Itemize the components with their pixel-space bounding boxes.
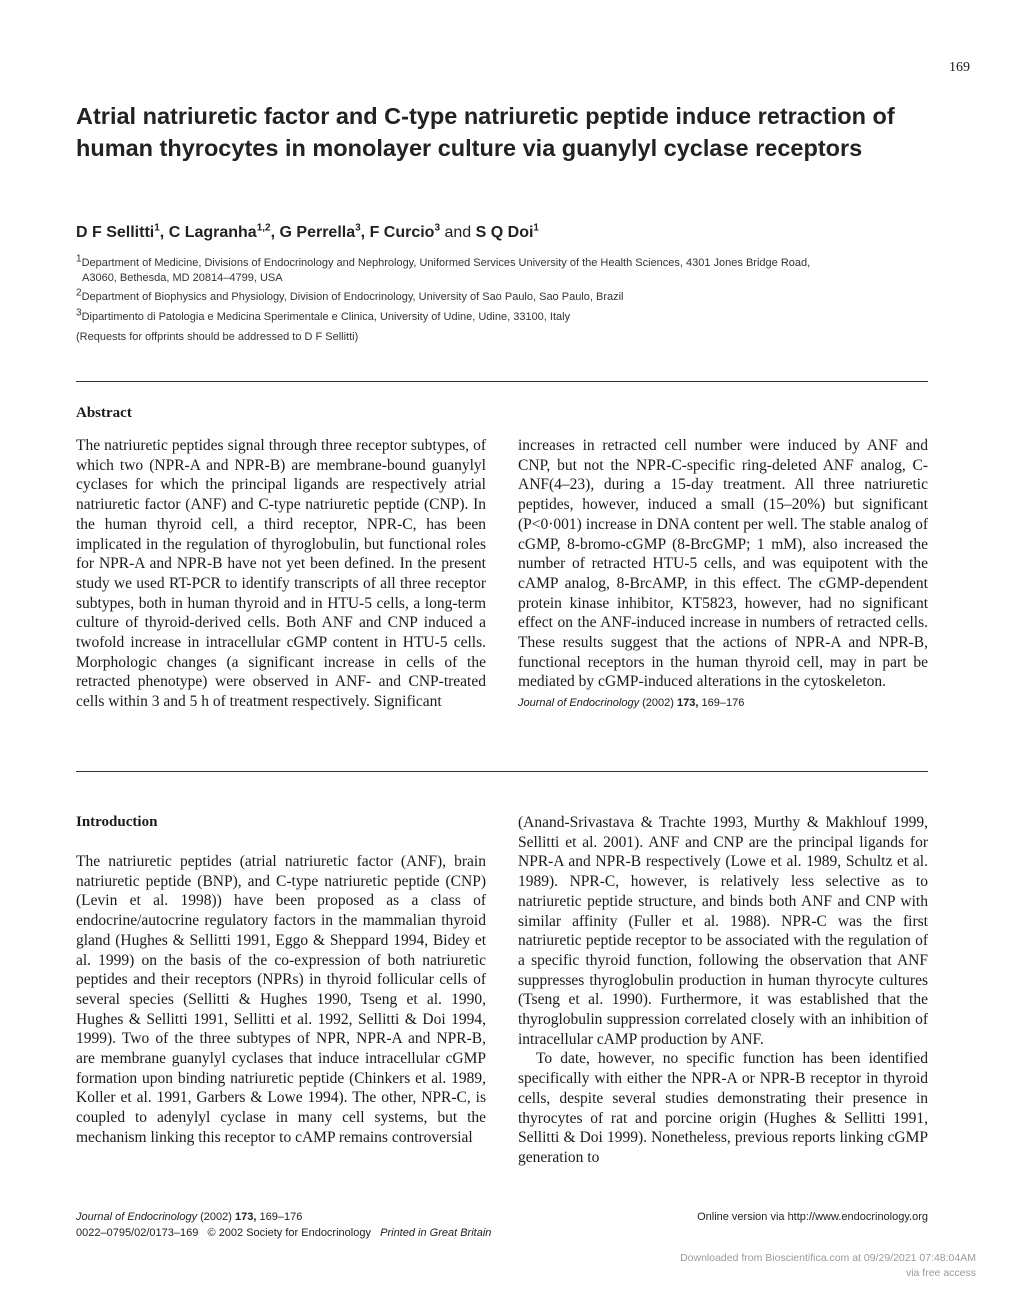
affiliation-1: [76, 253, 906, 286]
abstract-right-column: [518, 436, 928, 714]
footer-copyright: © 2002 Society for Endocrinology: [207, 1227, 371, 1239]
citation-pages: 169–176: [701, 697, 745, 710]
citation-volume: 173,: [677, 697, 699, 710]
footer-pages: 169–176: [259, 1211, 303, 1223]
affiliation-marker: 3: [76, 307, 82, 319]
footer-printed: Printed in Great Britain: [380, 1227, 492, 1239]
footer-journal: Journal of Endocrinology: [76, 1211, 198, 1223]
affiliation-marker: 1: [76, 253, 82, 265]
affiliation-3: [76, 307, 906, 325]
author-name: F Curcio: [369, 224, 435, 241]
footer-left: [76, 1209, 491, 1241]
introduction-text-right-p1: (Anand-Srivastava & Trachte 1993, Murthy & Makhlouf 1999, Sellitti et al. 2001). ANF and CNP are the principal ligands for NPR-A and NPR-B respectively (Lowe et al. 1989, Schultz et al. 1989). NPR-C, however, is relatively less selective as to natriuretic peptide structure, and binds both ANF and CNP with similar affinity (Fuller et al. 1988). NPR-C was the first natriuretic peptide receptor to be associated with the regulation of a specific thyroid function, following the observation that ANF suppresses thyroglobulin production in human thyrocyte cultures (Tseng et al. 1990). Furthermore, it was established that the thyroglobulin suppression correlated closely with an inhibition of intracellular cAMP production by ANF.: [518, 814, 928, 1048]
footer-citation: [76, 1209, 491, 1225]
introduction-left-column: [76, 852, 486, 1148]
affiliation-text: Department of Biophysics and Physiology, Division of Endocrinology, University of Sao Paulo, Sao Paulo, Brazil: [81, 291, 624, 303]
author-name: S Q Doi: [475, 224, 534, 241]
footer-year: (2002): [200, 1211, 232, 1223]
abstract-text-right: increases in retracted cell number were induced by ANF and CNP, but not the NPR-C-specific ring-deleted ANF analog, C-ANF(4–23), during a 15-day treatment. All three natriuretic peptides, however, induced a small (15–20%) but significant (P<0·001) increase in DNA content per well. The stable analog of cGMP, 8-bromo-cGMP (8-BrcGMP; 1 mM), also increased the number of retracted HTU-5 cells, and was equipotent with the cAMP analog, 8-BrcAMP, in this effect. The cGMP-dependent protein kinase inhibitor, KT5823, however, had no significant effect on the ANF-induced increase in numbers of retracted cells. These results suggest that the actions of NPR-A and NPR-B, functional receptors in the human thyroid cell, may in part be mediated by cGMP-induced alterations in the cytoskeleton.: [518, 437, 928, 691]
page-number: 169: [949, 60, 970, 75]
footer-volume: 173,: [235, 1211, 257, 1223]
abstract-heading: Abstract: [76, 405, 132, 421]
author-conjunction: and: [444, 224, 472, 241]
author-list: D F Sellitti$^1$, C Lagranha$^{1,2}$, G Perrella$^3$, F Curcio$^3$ and S Q Doi$^1$: [76, 222, 539, 241]
author-affiliation-marker: 3: [434, 222, 441, 234]
citation-year: (2002): [642, 697, 674, 710]
author-affiliation-marker: 1: [154, 222, 160, 234]
author-name: C Lagranha: [168, 224, 257, 241]
author-affiliation-marker: 3: [355, 222, 361, 234]
author-affiliation-marker: 1,2: [256, 222, 271, 234]
divider-rule: [76, 771, 928, 772]
offprint-request-note: (Requests for offprints should be addressed to D F Sellitti): [76, 331, 359, 343]
introduction-heading: Introduction: [76, 814, 158, 830]
introduction-text-right-p2: To date, however, no specific function has been identified specifically with either the NPR-A or NPR-B receptor in thyroid cells, despite several studies demonstrating their presence in thyrocytes of rat and porcine origin (Hughes & Sellitti 1991, Sellitti & Doi 1999). Nonetheless, previous reports linking cGMP generation to: [518, 1050, 928, 1166]
introduction-right-column: [518, 813, 928, 1168]
introduction-text-left: The natriuretic peptides (atrial natriuretic factor (ANF), brain natriuretic peptide (BNP), and C-type natriuretic peptide (CNP) (Levin et al. 1998)) have been proposed as a class of endocrine/autocrine regulatory factors in the mammalian thyroid gland (Hughes & Sellitti 1991, Eggo & Sheppard 1994, Bidey et al. 1999) on the basis of the co-expression of both natriuretic peptides and their receptors (NPRs) in thyroid follicular cells of several species (Sellitti & Hughes 1990, Tseng et al. 1990, Hughes & Sellitti 1991, Sellitti et al. 1992, Sellitti & Doi 1994, 1999). Two of the three subtypes of NPR, NPR-A and NPR-B, are membrane guanylyl cyclases that induce intracellular cGMP formation upon binding natriuretic peptide (Chinkers et al. 1989, Koller et al. 1991, Garbers & Lowe 1994). The other, NPR-C, is coupled to adenylyl cyclase in many cell systems, but the mechanism linking this receptor to cAMP remains controversial: [76, 853, 486, 1146]
download-notice-line: Downloaded from Bioscientifica.com at 09/29/2021 07:48:04AM: [680, 1252, 976, 1264]
abstract-citation: [518, 694, 928, 714]
article-title: Atrial natriuretic factor and C-type natriuretic peptide induce retraction of human thyrocytes in monolayer culture via guanylyl cyclase receptors: [76, 103, 895, 161]
footer-issn: 0022–0795/02/0173–169: [76, 1227, 199, 1239]
footer-publication-line: [76, 1225, 491, 1241]
abstract-text-left: The natriuretic peptides signal through three receptor subtypes, of which two (NPR-A and NPR-B) are membrane-bound guanylyl cyclases for which the principal ligands are respectively atrial natriuretic factor (ANF) and C-type natriuretic peptide (CNP). In the human thyroid cell, a third receptor, NPR-C, has been implicated in the regulation of thyroglobulin, but functional roles for NPR-A and NPR-B have not yet been defined. In the present study we used RT-PCR to identify transcripts of all three receptor subtypes, both in human thyroid and in HTU-5 cells, a long-term culture of thyroid-derived cells. Both ANF and CNP induced a twofold increase in intracellular cGMP content in HTU-5 cells. Morphologic changes (a significant increase in cells of the retracted phenotype) were observed in ANF- and CNP-treated cells within 3 and 5 h of treatment respectively. Significant: [76, 437, 486, 711]
author-affiliation-marker: 1: [533, 222, 539, 234]
affiliation-text: Dipartimento di Patologia e Medicina Sperimentale e Clinica, University of Udine, Udine, 33100, Italy: [81, 311, 571, 323]
citation-journal: Journal of Endocrinology: [518, 697, 640, 710]
affiliation-text-continued: A3060, Bethesda, MD 20814–4799, USA: [82, 272, 283, 284]
author-name: G Perrella: [279, 224, 356, 241]
affiliation-text: Department of Medicine, Divisions of Endocrinology and Nephrology, Uniformed Services University of the Health Sciences, 4301 Jones Bridge Road,: [81, 257, 811, 269]
download-notice: [680, 1251, 976, 1281]
author-name: D F Sellitti: [76, 224, 155, 241]
affiliation-2: [76, 287, 906, 305]
divider-rule: [76, 381, 928, 382]
abstract-left-column: [76, 436, 486, 712]
affiliation-marker: 2: [76, 287, 82, 299]
download-notice-line: via free access: [905, 1267, 976, 1279]
footer-online-link[interactable]: Online version via http://www.endocrinology.org: [697, 1211, 928, 1223]
